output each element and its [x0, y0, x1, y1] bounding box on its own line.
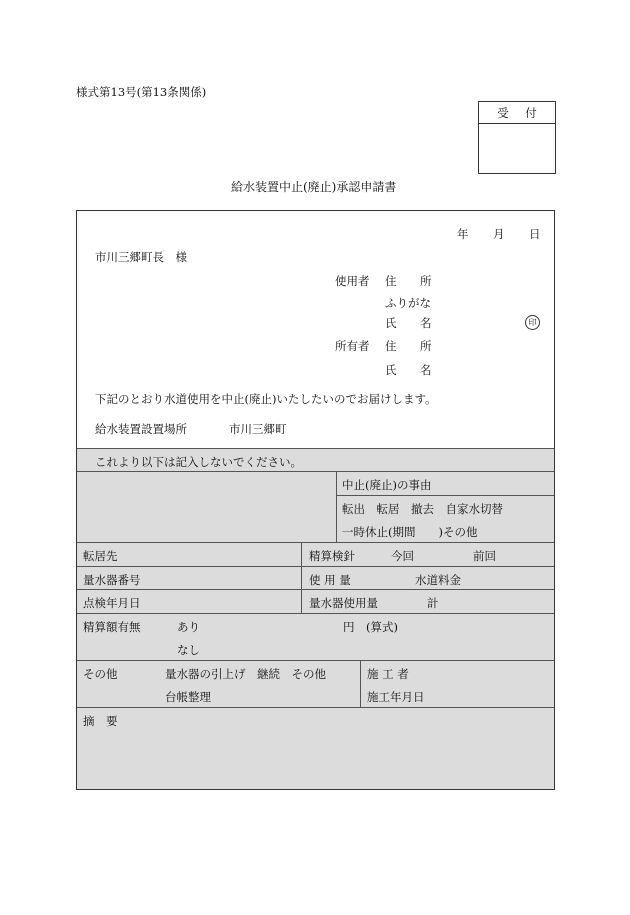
divider — [77, 707, 554, 708]
divider — [77, 471, 554, 472]
date-month: 月 — [493, 227, 505, 241]
seal-icon: 印 — [525, 315, 540, 330]
meter-fee-label: 量水器使用量 — [309, 596, 378, 610]
meter-check-label: 精算検針 — [309, 549, 355, 563]
previous-label: 前回 — [473, 549, 496, 563]
ledger-label: 台帳整理 — [165, 690, 211, 704]
divider — [77, 613, 554, 614]
construction-date-label: 施工年月日 — [367, 690, 425, 704]
divider — [77, 589, 554, 590]
location-label: 給水装置設置場所 — [95, 422, 187, 436]
inspection-date-label: 点検年月日 — [83, 596, 141, 610]
divider — [77, 566, 554, 567]
owner-address-label-2: 所 — [420, 339, 432, 353]
divider — [336, 471, 337, 542]
reason-options-2: 一時休止(期間 )その他 — [342, 525, 478, 539]
other-label: その他 — [83, 667, 118, 681]
office-use-section — [77, 448, 554, 789]
receipt-label-2: 付 — [525, 105, 537, 120]
divider — [77, 660, 554, 661]
this-time-label: 今回 — [391, 549, 414, 563]
user-label: 使用者 — [335, 274, 370, 288]
divider — [77, 448, 554, 449]
remarks-label: 摘 要 — [83, 714, 118, 728]
receipt-stamp-box — [478, 101, 556, 174]
yen-formula-label: 円 (算式) — [343, 620, 398, 634]
user-name-label-2: 名 — [420, 316, 432, 330]
contractor-label: 施 工 者 — [367, 667, 409, 681]
divider — [301, 542, 302, 613]
reason-title: 中止(廃止)の事由 — [342, 478, 432, 492]
addressee: 市川三郷町長 様 — [95, 250, 187, 264]
owner-name-label-1: 氏 — [385, 363, 397, 377]
meter-options: 量水器の引上げ 継続 その他 — [165, 667, 326, 681]
location-value: 市川三郷町 — [229, 422, 287, 436]
divider — [77, 542, 554, 543]
water-fee-label: 水道料金 — [415, 573, 461, 587]
owner-name-label-2: 名 — [420, 363, 432, 377]
office-notice: これより以下は記入しないでください。 — [95, 455, 302, 469]
settlement-label: 精算額有無 — [83, 620, 141, 634]
user-name-label-1: 氏 — [385, 316, 397, 330]
user-address-label-1: 住 — [385, 274, 397, 288]
settlement-no: なし — [177, 643, 200, 657]
applicant-section — [77, 211, 554, 448]
settlement-yes: あり — [177, 620, 200, 634]
date-year: 年 — [457, 227, 469, 241]
application-form — [76, 210, 555, 790]
date-day: 日 — [529, 227, 541, 241]
furigana-label: ふりがな — [385, 296, 431, 310]
document-title: 給水装置中止(廃止)承認申請書 — [231, 180, 397, 194]
owner-address-label-1: 住 — [385, 339, 397, 353]
meter-number-label: 量水器番号 — [83, 573, 141, 587]
statement-text: 下記のとおり水道使用を中止(廃止)いたしたいのでお届けします。 — [95, 392, 437, 406]
receipt-label-1: 受 — [497, 105, 509, 120]
user-address-label-2: 所 — [420, 274, 432, 288]
owner-label: 所有者 — [335, 339, 370, 353]
divider — [360, 660, 361, 707]
destination-label: 転居先 — [83, 549, 118, 563]
total-label: 計 — [427, 596, 439, 610]
divider — [336, 495, 554, 496]
usage-label: 使 用 量 — [309, 573, 351, 587]
receipt-header — [479, 102, 555, 124]
form-number: 様式第13号(第13条関係) — [76, 85, 207, 99]
reason-options-1: 転出 転居 撤去 自家水切替 — [342, 502, 503, 516]
